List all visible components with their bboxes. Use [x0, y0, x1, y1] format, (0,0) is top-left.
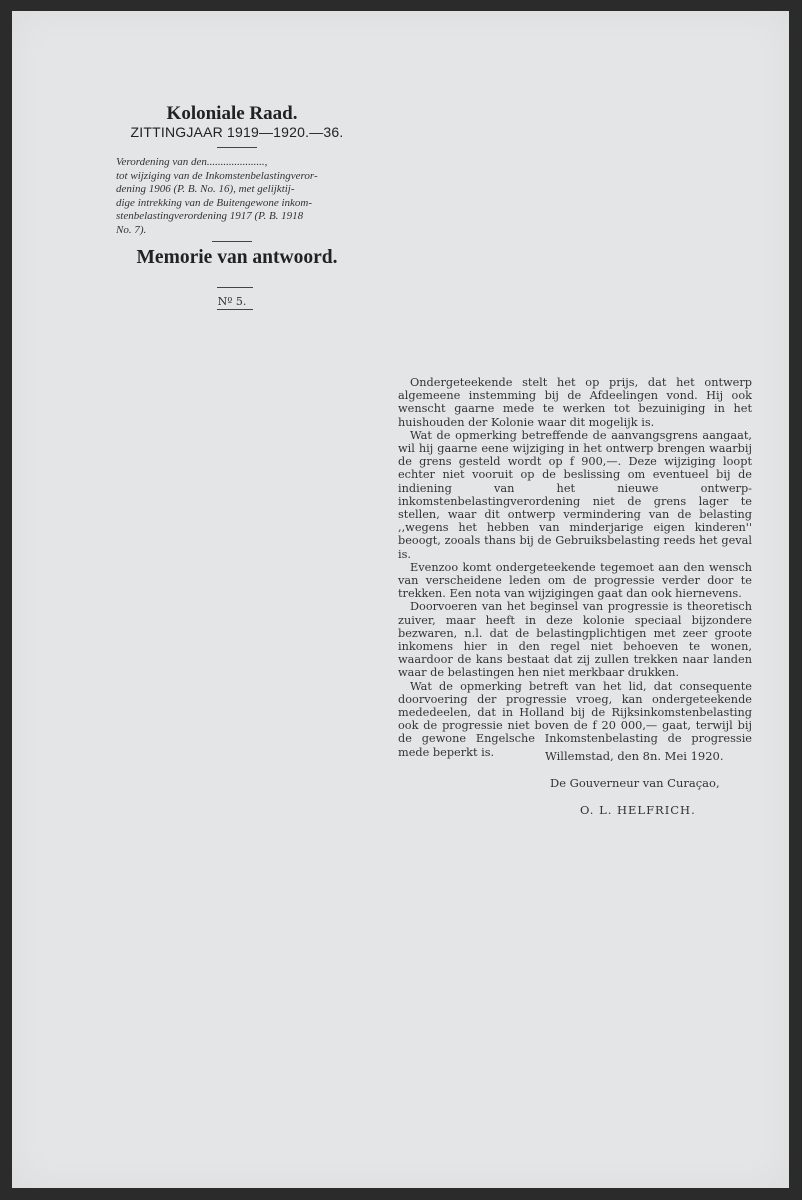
- organization-title: Koloniale Raad.: [166, 103, 298, 124]
- subject-line: Verordening van den.....................,: [116, 156, 268, 168]
- paragraph: Wat de opmerking betreft van het lid, dat consequente doorvoering der progressie vroeg, kan ondergeteekende mededeelen, dat in Holland bij de Rijksinkomstenbelasting ook de progressie niet boven de f 20 000,— gaat, terwijl bij de gewone Engelsche Inkomstenbelasting de progressie mede beperkt is.: [398, 679, 752, 759]
- signer-name: O. L. HELFRICH.: [580, 803, 696, 817]
- paragraph: Wat de opmerking betreffende de aanvangsgrens aangaat, wil hij gaarne eene wijziging in het ontwerp brengen waarbij de grens gesteld wordt op f 900,—. Deze wijziging loopt echter niet vooruit op de beslissing om eventueel bij de indiening van het nieuwe ontwerp-inkomstenbelastingverordening niet de grens lager te stellen, waar dit ontwerp vermindering van de belasting ,,wegens het hebben van minderjarige eigen kinderen'' beoogt, zooals thans bij de Gebruiksbelasting reeds het geval is.: [398, 428, 752, 561]
- subject-line: tot wijziging van de Inkomstenbelastingveror-: [116, 169, 318, 182]
- divider: [212, 241, 252, 242]
- subject-line: No. 7).: [116, 223, 147, 236]
- body-text: [398, 376, 752, 759]
- place-date: Willemstad, den 8n. Mei 1920.: [545, 749, 724, 763]
- divider: [217, 287, 253, 288]
- signer-title: De Gouverneur van Curaçao,: [550, 776, 720, 790]
- subject-line: dige intrekking van de Buitengewone inkom-: [116, 196, 313, 209]
- document-page: [12, 11, 789, 1188]
- paragraph: Ondergeteekende stelt het op prijs, dat het ontwerp algemeene instemming bij de Afdeelingen vond. Hij ook wenscht gaarne mede te werken tot bezuiniging in het huishouden der Kolonie waar dit mogelijk is.: [398, 376, 752, 429]
- divider: [217, 147, 257, 148]
- subject-line: dening 1906 (P. B. No. 16), met gelijktij-: [116, 183, 295, 196]
- subject-description: [116, 156, 368, 238]
- subject-line: stenbelastingverordening 1917 (P. B. 1918: [116, 210, 304, 223]
- paragraph: Doorvoeren van het beginsel van progressie is theoretisch zuiver, maar heeft in deze kolonie speciaal bijzondere bezwaren, n.l. dat de belastingplichtigen met zeer groote inkomens hier in den regel niet behoeven te wonen, waardoor de kans bestaat dat zij zullen trekken naar landen waar de belastingen hen niet merkbaar drukken.: [398, 600, 752, 680]
- document-number: Nº 5.: [217, 295, 247, 308]
- session-year: ZITTINGJAAR 1919—1920.—36.: [130, 124, 344, 140]
- document-title: Memorie van antwoord.: [136, 247, 338, 268]
- divider: [217, 309, 253, 310]
- paragraph: Evenzoo komt ondergeteekende tegemoet aan den wensch van verscheidene leden om de progressie verder door te trekken. Een nota van wijzigingen gaat dan ook hiernevens.: [398, 560, 752, 601]
